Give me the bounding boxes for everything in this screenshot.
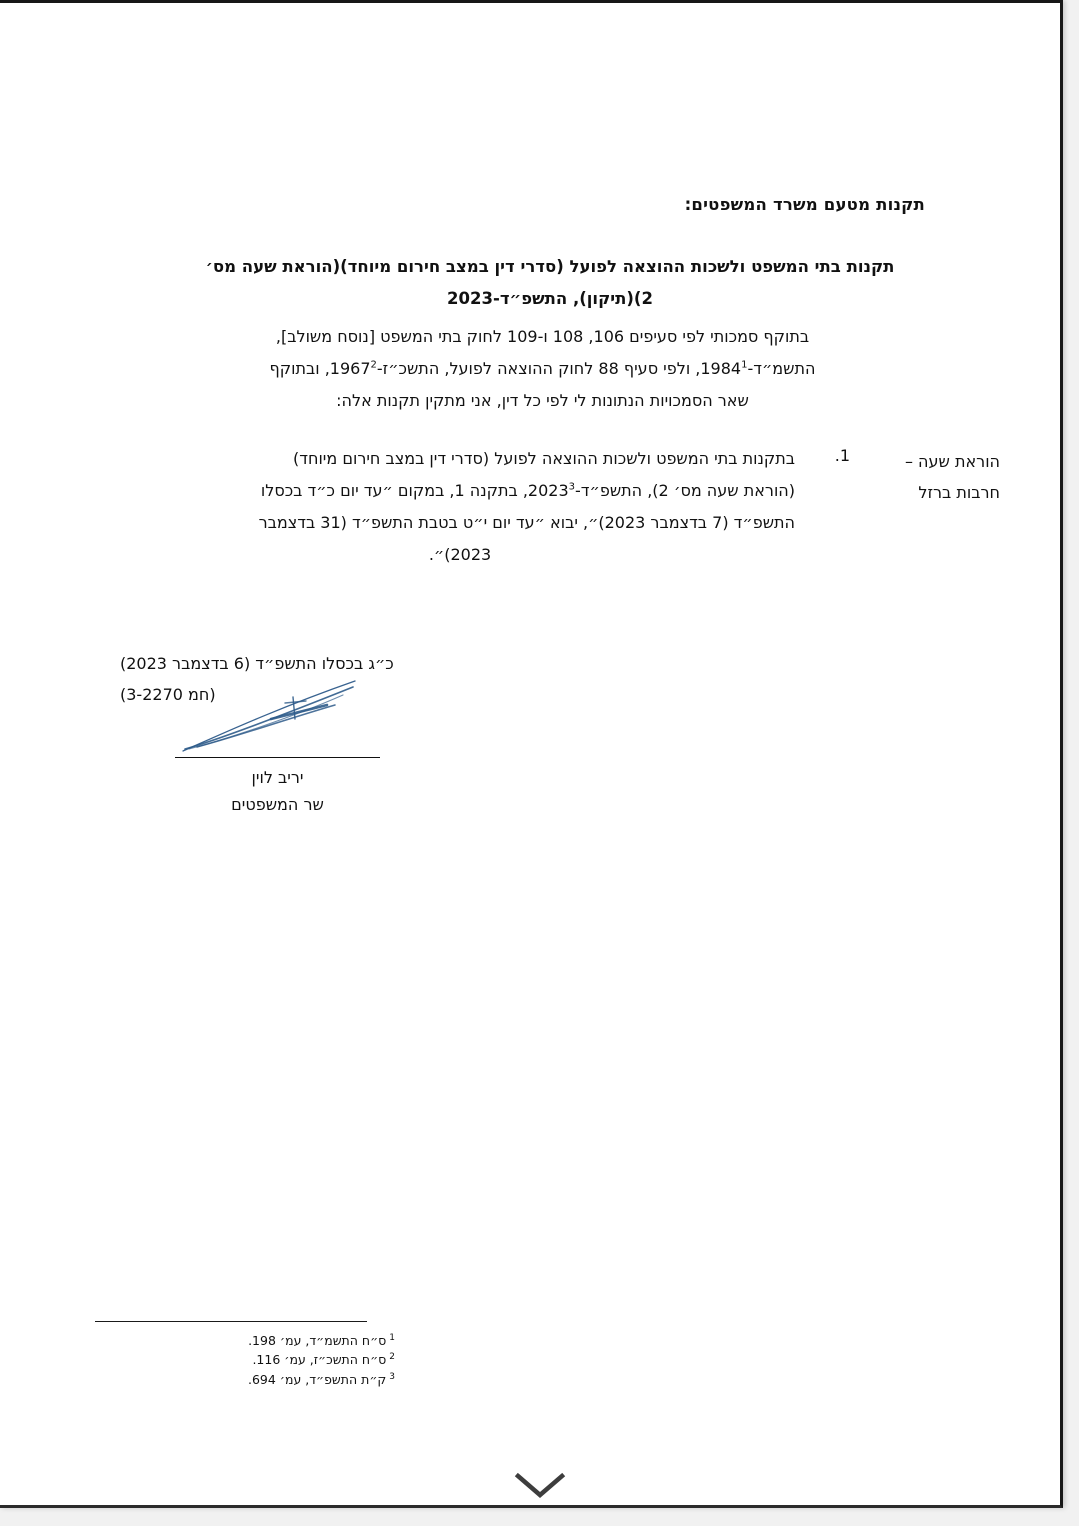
signature-block [175, 675, 380, 818]
footnote-item [95, 1331, 395, 1350]
preamble-line-3: שאר הסמכויות הנתונות לי לפי כל דין, אני מתקין תקנות אלה: [336, 391, 749, 410]
section-side-label-line-1: הוראת שעה – [904, 452, 1000, 471]
section-body [125, 443, 795, 571]
footnote-marker: 1 [389, 1332, 395, 1343]
footnote-marker: 2 [389, 1352, 395, 1363]
section-number: .1 [834, 446, 850, 465]
document-heading: תקנות מטעם משרד המשפטים: [684, 195, 925, 214]
footnote-text: ס״ח התשמ״ד, עמ׳ 198. [248, 1333, 387, 1348]
handwritten-signature-icon [175, 675, 380, 757]
signature-mark [175, 675, 380, 757]
section-body-line-4: 2023)״. [428, 545, 492, 564]
section-body-line-3: התשפ״ד (7 בדצמבר 2023)״, יבוא ״עד יום י״ט בטבת התשפ״ד (31 בדצמבר [258, 513, 795, 532]
scroll-down-button[interactable] [510, 1468, 570, 1502]
document-title-line-1: תקנות בתי המשפט ולשכות ההוצאה לפועל (סדרי דין במצב חירום מיוחד)(הוראת שעה מס׳ [205, 257, 895, 276]
footnote-separator [95, 1321, 367, 1322]
preamble [120, 321, 965, 417]
document-title [135, 251, 965, 315]
inline-footnote-marker: 2 [370, 359, 377, 371]
section-body-line-2: (הוראת שעה מס׳ 2), התשפ״ד-2023$^3$, בתקנה 1, במקום ״עד יום כ״ד בכסלו [260, 481, 795, 500]
signer-name: יריב לוין [251, 768, 304, 787]
footnotes [95, 1321, 965, 1389]
reference-number: (חמ 3-2270) [120, 685, 216, 705]
footnote-list [95, 1331, 401, 1389]
section-side-label [875, 446, 1000, 508]
preamble-line-2 [120, 353, 965, 385]
signing-date: כ״ג בכסלו התשפ״ד (6 בדצמבר 2023) [120, 654, 394, 673]
footnote-marker: 3 [389, 1371, 395, 1382]
inline-footnote-marker: 3 [568, 481, 576, 493]
preamble-line-2-text: התשמ״ד-1984$^1$, ולפי סעיף 88 לחוק ההוצאה לפועל, התשכ״ז-1967$^2$, ובתוקף [269, 359, 816, 378]
signer-role: שר המשפטים [231, 795, 324, 815]
page-content [0, 3, 1060, 1505]
preamble-line-1: בתוקף סמכותי לפי סעיפים 106, 108 ו-109 לחוק בתי המשפט [נוסח משולב], [275, 327, 810, 346]
section-body-line-1: בתקנות בתי המשפט ולשכות ההוצאה לפועל (סדרי דין במצב חירום מיוחד) [293, 449, 795, 468]
footnote-text: ק״ת התשפ״ד, עמ׳ 694. [247, 1371, 387, 1387]
section-side-label-line-2: חרבות ברזל [918, 483, 1000, 503]
footnote-item [95, 1370, 395, 1389]
footnote-item [95, 1350, 395, 1369]
inline-footnote-marker: 1 [741, 359, 748, 371]
document-title-line-2: 2)(תיקון), התשפ״ד-2023 [447, 289, 653, 309]
signature-rule [175, 757, 380, 758]
chevron-down-icon [512, 1470, 568, 1500]
footnote-text: ס״ח התשכ״ז, עמ׳ 116. [252, 1352, 387, 1368]
